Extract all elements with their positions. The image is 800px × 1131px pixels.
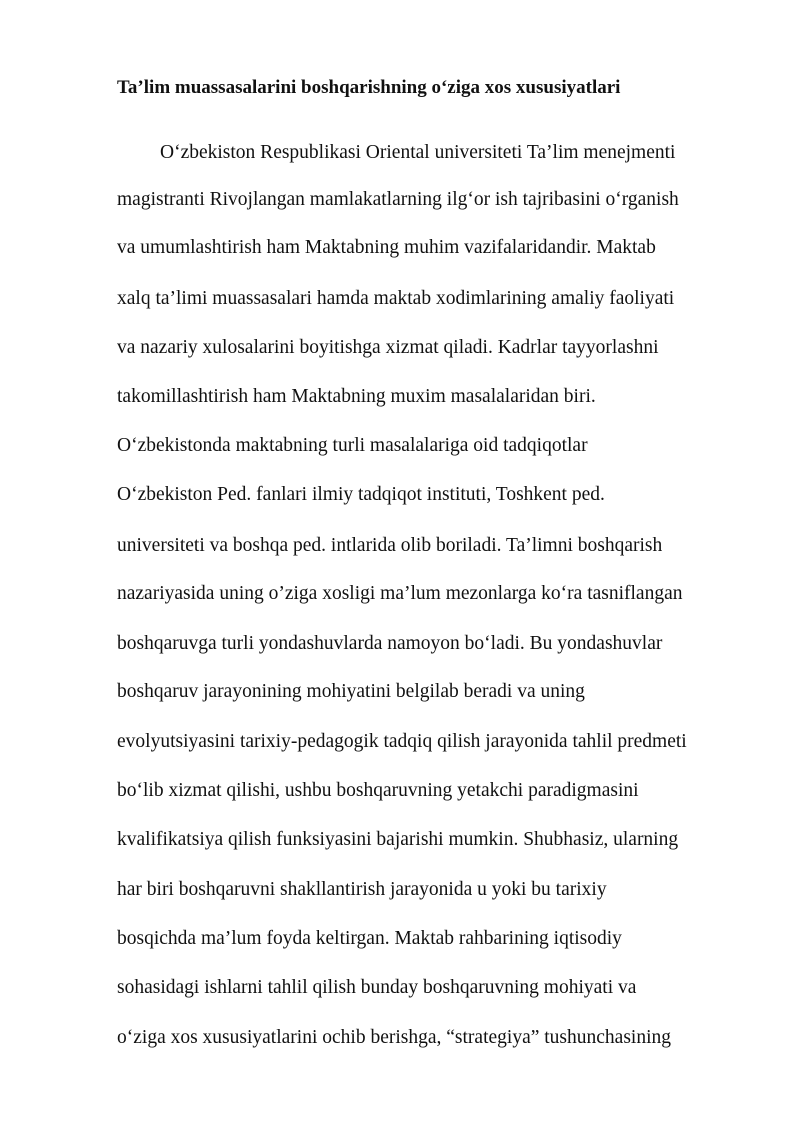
- body-text-line: O‘zbekiston Respublikasi Oriental universiteti Ta’lim menejmenti: [160, 142, 676, 163]
- body-text-line: magistranti Rivojlangan mamlakatlarning ilg‘or ish tajribasini o‘rganish: [117, 189, 679, 210]
- body-text-line: har biri boshqaruvni shakllantirish jarayonida u yoki bu tarixiy: [117, 879, 607, 900]
- body-text-line: evolyutsiyasini tarixiy-pedagogik tadqiq qilish jarayonida tahlil predmeti: [117, 731, 687, 752]
- body-text-line: O‘zbekistonda maktabning turli masalalariga oid tadqiqotlar: [117, 435, 588, 456]
- body-text-line: o‘ziga xos xususiyatlarini ochib berishga, “strategiya” tushunchasining: [117, 1027, 671, 1048]
- body-text-line: bo‘lib xizmat qilishi, ushbu boshqaruvning yetakchi paradigmasini: [117, 780, 639, 801]
- body-text-line: O‘zbekiston Ped. fanlari ilmiy tadqiqot instituti, Toshkent ped.: [117, 484, 605, 505]
- body-text-line: boshqaruvga turli yondashuvlarda namoyon bo‘ladi. Bu yondashuvlar: [117, 633, 663, 654]
- body-text-line: kvalifikatsiya qilish funksiyasini bajarishi mumkin. Shubhasiz, ularning: [117, 829, 679, 850]
- body-text-line: takomillashtirish ham Maktabning muxim masalalaridan biri.: [117, 386, 596, 407]
- body-text-line: universiteti va boshqa ped. intlarida olib boriladi. Ta’limni boshqarish: [117, 535, 663, 556]
- body-text-line: boshqaruv jarayonining mohiyatini belgilab beradi va uning: [117, 681, 585, 702]
- body-text-line: bosqichda ma’lum foyda keltirgan. Maktab rahbarining iqtisodiy: [117, 928, 622, 949]
- body-text-line: va nazariy xulosalarini boyitishga xizmat qiladi. Kadrlar tayyorlashni: [117, 337, 659, 358]
- body-text-line: xalq ta’limi muassasalari hamda maktab xodimlarining amaliy faoliyati: [117, 288, 675, 309]
- body-text-line: sohasidagi ishlarni tahlil qilish bunday boshqaruvning mohiyati va: [117, 977, 637, 998]
- document-title: Ta’lim muassasalarini boshqarishning o‘ziga xos xususiyatlari: [117, 77, 621, 98]
- body-text-line: nazariyasida uning o’ziga xosligi ma’lum mezonlarga ko‘ra tasniflangan: [117, 583, 683, 604]
- body-text-line: va umumlashtirish ham Maktabning muhim vazifalaridandir. Maktab: [117, 237, 656, 258]
